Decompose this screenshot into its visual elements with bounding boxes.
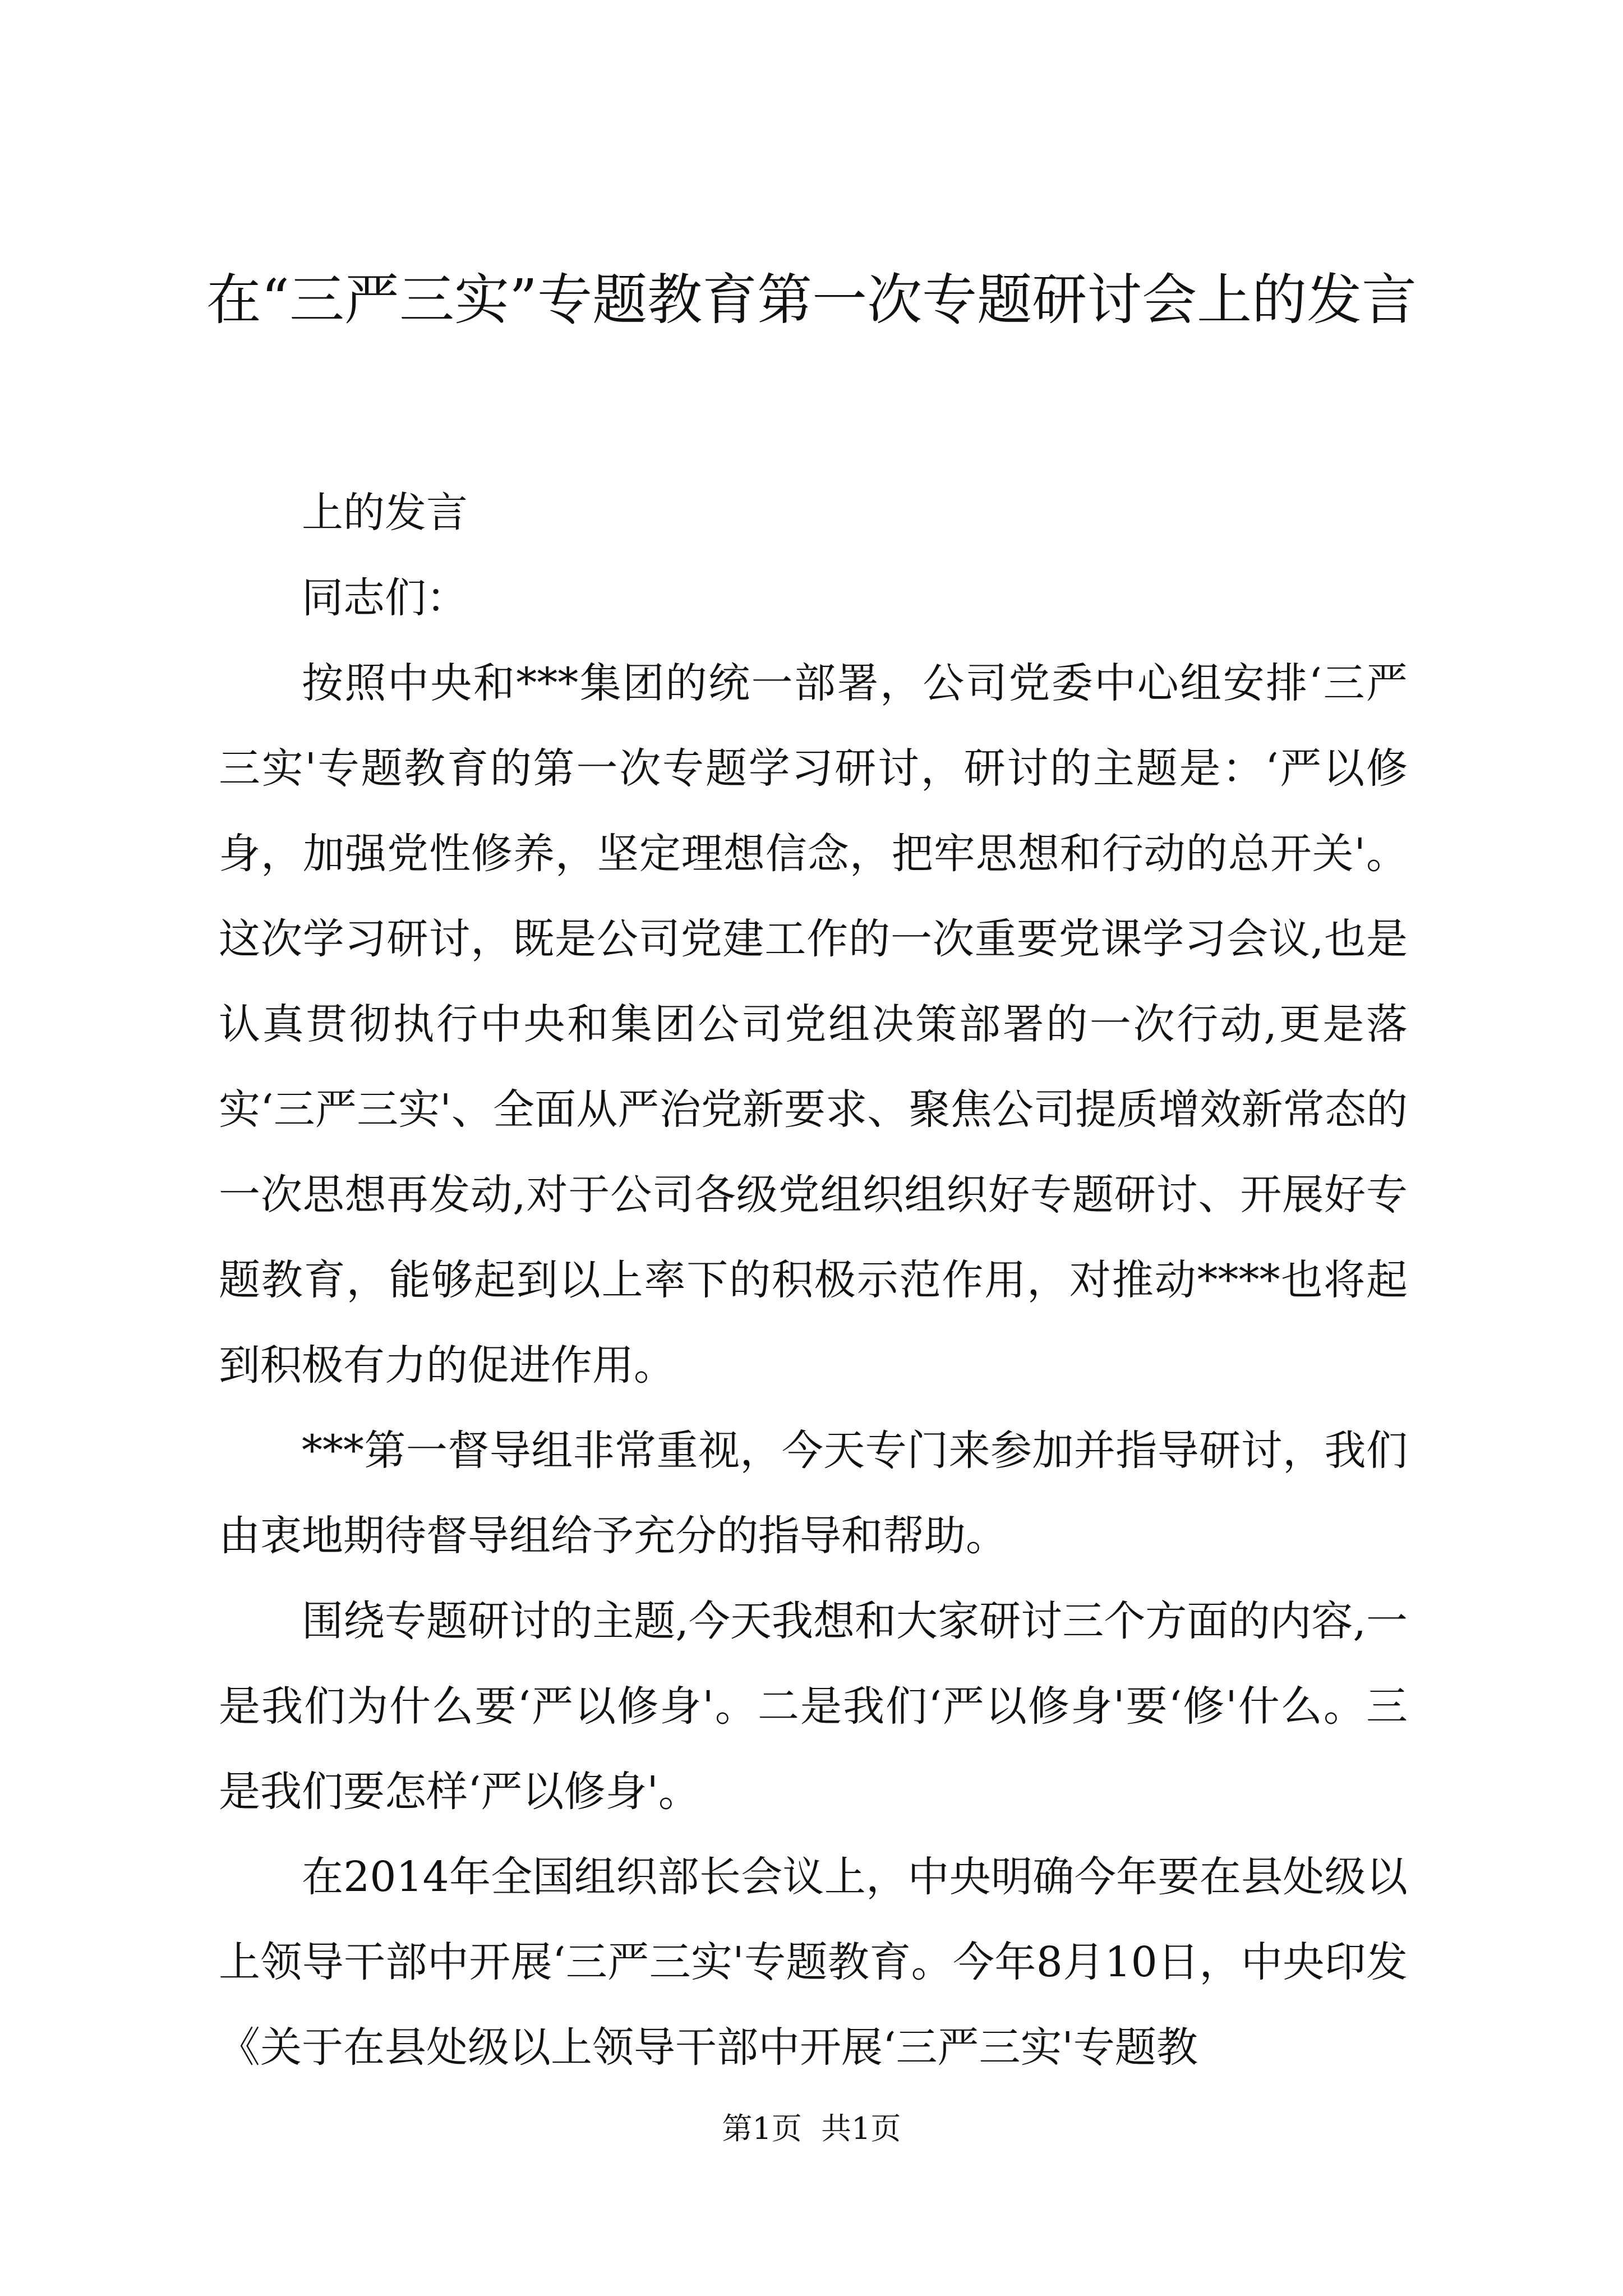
page-total: 共1页 — [821, 2111, 901, 2146]
paragraph-background: 在2014年全国组织部长会议上，中央明确今年要在县处级以上领导干部中开展‘三严三实'专题教育。今年8月10日，中央印发《关于在县处级以上领导干部中开展‘三严三实'专题教 — [219, 1853, 1408, 2072]
document-body — [219, 470, 1408, 2090]
page-number: 第1页 — [722, 2111, 802, 2146]
document-title: 在“三严三实”专题教育第一次专题研讨会上的发言 — [206, 268, 1417, 332]
paragraph-supervision-group: ***第一督导组非常重视，今天专门来参加并指导研讨，我们由衷地期待督导组给予充分的指导和帮助。 — [219, 1427, 1408, 1560]
paragraph-salutation: 同志们： — [302, 574, 468, 622]
paragraph-introduction: 按照中央和***集团的统一部署，公司党委中心组安排‘三严三实'专题教育的第一次专题学习研讨，研讨的主题是：‘严以修身，加强党性修养，坚定理想信念，把牢思想和行动的总开关'。这次学习研讨，既是公司党建工作的一次重要党课学习会议,也是认真贯彻执行中央和集团公司党组决策部署的一次行动,更是落实‘三严三实'、全面从严治党新要求、聚焦公司提质增效新常态的一次思想再发动,对于公司各级党组织组织好专题研讨、开展好专题教育，能够起到以上率下的积极示范作用，对推动****也将起到积极有力的促进作用。 — [219, 659, 1408, 1389]
page-footer — [0, 2106, 1623, 2151]
paragraph-agenda: 围绕专题研讨的主题,今天我想和大家研讨三个方面的内容,一是我们为什么要‘严以修身'。二是我们‘严以修身'要‘修'什么。三是我们要怎样‘严以修身'。 — [219, 1597, 1408, 1816]
paragraph-subtitle-fragment: 上的发言 — [302, 489, 468, 537]
